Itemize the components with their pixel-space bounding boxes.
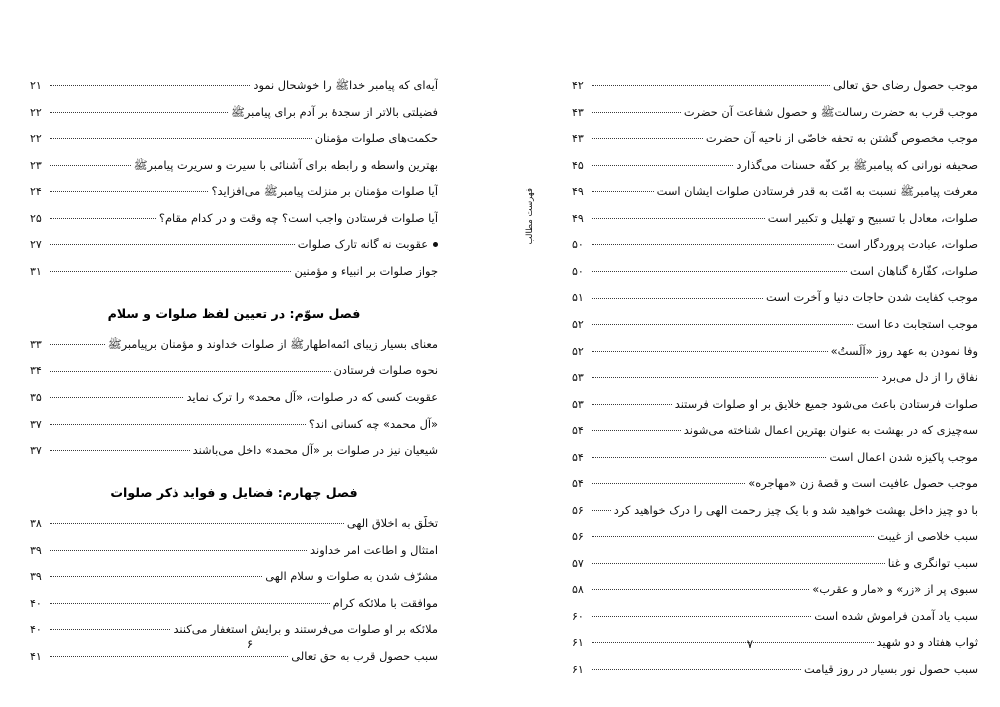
toc-entry-title: با دو چیز داخل بهشت خواهید شد و با یک چیز رحمت الهی را درک خواهید کرد: [613, 502, 978, 517]
toc-entry-page-number: ۶۰: [572, 609, 584, 623]
toc-entry-page-number: ۳۷: [30, 417, 42, 431]
toc-entry[interactable]: [30, 105, 438, 121]
toc-entry-title: صلوات، معادل با تسبیح و تهلیل و تکبیر است: [767, 210, 978, 225]
toc-entry-title: موجب قرب به حضرت رسالت‏ﷺ و حصول شفاعت آن حضرت: [683, 104, 978, 119]
toc-entry-title: حکمت‌های صلوات مؤمنان: [314, 131, 438, 146]
toc-entry[interactable]: [572, 662, 978, 678]
toc-entry-page-number: ۵۶: [572, 503, 584, 517]
toc-entry-title: صلوات، کفّارۀ گناهان است: [850, 263, 978, 278]
toc-entry[interactable]: [572, 343, 978, 359]
dot-leader: [592, 290, 763, 301]
dot-leader: [50, 443, 190, 454]
toc-entry[interactable]: [30, 337, 438, 353]
dot-leader: [592, 78, 830, 89]
dot-leader: [50, 416, 306, 427]
toc-list-right: [30, 337, 438, 459]
toc-entry-page-number: ۶۱: [572, 662, 584, 676]
toc-entry-title: سبب توانگری و غنا: [887, 555, 978, 570]
toc-entry-title: موجب کفایت شدن حاجات دنیا و آخرت است: [766, 290, 978, 305]
toc-entry-page-number: ۳۱: [30, 264, 42, 278]
toc-list-right: [30, 78, 438, 280]
toc-entry[interactable]: [572, 449, 978, 465]
toc-entry-page-number: ۲۱: [30, 79, 42, 93]
toc-entry-page-number: ۶۱: [572, 636, 584, 650]
toc-entry[interactable]: [30, 622, 438, 638]
toc-entry-page-number: ۵۶: [572, 530, 584, 544]
toc-entry-title: آیا صلوات مؤمنان بر منزلت پیامبرﷺ می‌افزاید؟: [211, 184, 438, 199]
dot-leader: [592, 556, 885, 567]
dot-leader: [592, 529, 874, 540]
dot-leader: [592, 237, 834, 248]
toc-entry-title: وفا نمودن به عهد روز «اَلَستُ»: [830, 343, 978, 358]
toc-entry-title: سبب حصول قرب به حق تعالی: [291, 648, 438, 663]
dot-leader: [50, 622, 170, 633]
toc-entry[interactable]: [30, 363, 438, 379]
dot-leader: [50, 337, 105, 348]
dot-leader: [592, 396, 672, 407]
toc-entry-page-number: ۴۲: [572, 79, 584, 93]
toc-entry[interactable]: [30, 416, 438, 432]
toc-entry-page-number: ۳۸: [30, 517, 42, 531]
toc-entry-title: آیه‌ای که پیامبر خداﷺ را خوشحال نمود: [253, 78, 438, 93]
toc-entry[interactable]: [30, 184, 438, 200]
toc-entry-page-number: ۲۴: [30, 185, 42, 199]
toc-entry-page-number: ۵۲: [572, 344, 584, 358]
dot-leader: [592, 582, 809, 593]
dot-leader: [50, 184, 208, 195]
toc-entry-page-number: ۳۵: [30, 391, 42, 404]
toc-entry-page-number: ۵۳: [572, 371, 584, 385]
toc-entry-title: صلوات فرستادن باعث می‌شود جمیع خلایق بر او صلوات فرستند: [674, 396, 978, 411]
toc-entry-page-number: ۵۲: [572, 317, 584, 331]
toc-entry-title: بهترین واسطه و رابطه برای آشنائی با سیرت و سریرت پیامبرﷺ: [133, 157, 438, 172]
toc-entry[interactable]: [30, 569, 438, 585]
toc-entry-title: سبوی پر از «زر» و «مار و عقرب»: [812, 582, 978, 597]
toc-entry-page-number: ۲۳: [30, 158, 42, 172]
toc-entry-page-number: ۳۴: [30, 364, 42, 378]
dot-leader: [50, 363, 331, 374]
toc-entry-title: صحیفه نورانی که پیامبرﷺ بر کفّه حسنات می‌گذارد: [736, 157, 978, 172]
toc-entry-page-number: ۴۰: [30, 623, 42, 637]
toc-entry-title: سبب خلاصی از غیبت: [877, 529, 978, 544]
chapter-heading: فصل چهارم: فضایل و فواید ذکر صلوات: [110, 484, 358, 500]
toc-entry[interactable]: [30, 390, 438, 406]
dot-leader: [50, 158, 131, 169]
toc-entry[interactable]: [572, 264, 978, 280]
toc-entry[interactable]: [572, 582, 978, 598]
toc-entry-page-number: ۲۲: [30, 105, 42, 119]
toc-entry-page-number: ۲۵: [30, 211, 42, 225]
dot-leader: [592, 105, 681, 116]
toc-entry-title: صلوات، عبادت پروردگار است: [836, 237, 978, 252]
toc-list-left: [572, 78, 978, 678]
toc-entry[interactable]: [30, 516, 438, 532]
dot-leader: [50, 131, 312, 142]
toc-entry-title: آیا صلوات فرستادن واجب است؟ چه وقت و در کدام مقام؟: [158, 210, 438, 225]
toc-entry[interactable]: [572, 556, 978, 572]
bullet-icon: [433, 242, 438, 247]
toc-entry-page-number: ۵۳: [572, 397, 584, 411]
dot-leader: [592, 503, 611, 514]
toc-entry[interactable]: [572, 529, 978, 545]
toc-entry-page-number: ۵۰: [572, 264, 584, 278]
toc-entry[interactable]: [572, 78, 978, 94]
toc-entry-title: ملائکه بر او صلوات می‌فرستند و برایش استغفار می‌کنند: [173, 622, 438, 637]
toc-entry-title: موجب مخصوص گشتن به تحفه خاصّی از ناحیه آن حضرت: [705, 131, 978, 146]
toc-entry-title: عقوبت کسی که در صلوات، «آل محمد» را ترک نماید: [186, 390, 438, 404]
toc-entry-page-number: ۵۴: [572, 477, 584, 491]
toc-entry-title: ثواب هفتاد و دو شهید: [876, 635, 978, 650]
dot-leader: [592, 476, 745, 487]
toc-entry-title: موجب حصول عافیت است و قصۀ زن «مهاجره»: [748, 476, 978, 491]
toc-entry[interactable]: [30, 237, 438, 253]
toc-entry-page-number: ۴۰: [30, 596, 42, 610]
toc-entry-page-number: ۵۰: [572, 238, 584, 252]
toc-entry-page-number: ۲۲: [30, 132, 42, 146]
toc-entry-page-number: ۵۴: [572, 424, 584, 438]
toc-entry[interactable]: [572, 423, 978, 439]
toc-entry-title: موافقت با ملائکه کرام: [332, 595, 438, 610]
dot-leader: [50, 211, 156, 222]
toc-entry[interactable]: [30, 78, 438, 94]
toc-entry-page-number: ۵۴: [572, 450, 584, 464]
dot-leader: [592, 317, 853, 328]
toc-entry[interactable]: [572, 476, 978, 492]
toc-entry[interactable]: [572, 503, 978, 519]
toc-entry-page-number: ۴۹: [572, 211, 584, 225]
toc-entry[interactable]: [572, 237, 978, 253]
toc-entry-title: سبب حصول نور بسیار در روز قیامت: [804, 661, 978, 676]
toc-entry-title: امتثال و اطاعت امر خداوند: [310, 542, 438, 557]
toc-entry-title: نفاق را از دل می‌برد: [881, 370, 978, 385]
dot-leader: [592, 158, 733, 169]
toc-entry[interactable]: [30, 596, 438, 612]
dot-leader: [50, 78, 250, 89]
toc-entry-title: فضیلتی بالاتر از سجدۀ بر آدم برای پیامبرﷺ: [231, 104, 438, 119]
dot-leader: [50, 237, 295, 248]
dot-leader: [50, 390, 183, 401]
toc-entry[interactable]: [572, 131, 978, 147]
toc-entry-title: معنای بسیار زیبای ائمه‌اطهارﷺ از صلوات خداوند و مؤمنان بر‌پیامبرﷺ: [107, 336, 438, 351]
toc-entry-page-number: ۳۹: [30, 543, 42, 557]
toc-entry-page-number: ۳۹: [30, 570, 42, 584]
dot-leader: [592, 264, 847, 275]
toc-entry[interactable]: [572, 290, 978, 306]
toc-entry[interactable]: [572, 211, 978, 227]
toc-entry-title: شیعیان نیز در صلوات بر «آل محمد» داخل می‌باشند: [192, 443, 438, 458]
dot-leader: [50, 105, 228, 116]
side-tab-label: فهرست مطالب: [525, 188, 535, 245]
page-number-right: ۶: [246, 637, 254, 651]
toc-entry-title: سبب یاد آمدن فراموش شده است: [814, 608, 978, 623]
toc-entry-page-number: ۴۱: [30, 649, 42, 663]
toc-entry-page-number: ۲۷: [30, 238, 42, 252]
toc-entry-page-number: ۳۳: [30, 337, 42, 351]
toc-entry[interactable]: [30, 542, 438, 558]
toc-entry[interactable]: [572, 609, 978, 625]
toc-entry-title: مشرّف شدن به صلوات و سلام الهی: [265, 569, 438, 584]
toc-entry[interactable]: [30, 443, 438, 459]
toc-entry[interactable]: [572, 184, 978, 200]
toc-entry-title: موجب حصول رضای حق تعالی: [833, 78, 978, 93]
toc-entry[interactable]: [572, 396, 978, 412]
toc-entry-page-number: ۵۱: [572, 291, 584, 305]
dot-leader: [50, 569, 262, 580]
toc-entry[interactable]: [30, 211, 438, 227]
toc-entry-page-number: ۵۷: [572, 556, 584, 570]
page-number-left: ۷: [746, 637, 754, 651]
toc-entry[interactable]: [30, 158, 438, 174]
page-left: [500, 0, 1000, 707]
toc-entry[interactable]: [30, 264, 438, 280]
toc-entry-page-number: ۴۵: [572, 158, 584, 172]
chapter-heading: فصل سوّم: در تعیین لفظ صلوات و سلام: [107, 305, 361, 321]
dot-leader: [50, 596, 330, 607]
dot-leader: [592, 370, 878, 381]
dot-leader: [592, 184, 654, 195]
dot-leader: [50, 542, 307, 553]
toc-entry-title: موجب استجابت دعا است: [856, 316, 978, 331]
dot-leader: [50, 516, 344, 527]
toc-entry-page-number: ۵۸: [572, 583, 584, 597]
dot-leader: [592, 662, 801, 673]
dot-leader: [592, 343, 828, 354]
toc-entry-title: موجب پاکیزه شدن اعمال است: [829, 449, 978, 464]
toc-entry-page-number: ۴۳: [572, 132, 584, 146]
dot-leader: [50, 264, 291, 275]
toc-entry[interactable]: [30, 131, 438, 147]
dot-leader: [592, 449, 826, 460]
toc-entry[interactable]: [572, 158, 978, 174]
dot-leader: [592, 423, 681, 434]
toc-entry-title: تخلّق به اخلاق الهی: [346, 516, 438, 531]
dot-leader: [592, 131, 703, 142]
toc-blocks-right: [30, 78, 438, 665]
toc-entry-title: «آل محمد» چه کسانی اند؟: [308, 416, 438, 431]
toc-entry-page-number: ۳۷: [30, 444, 42, 458]
toc-entry-page-number: ۴۹: [572, 185, 584, 199]
toc-entry-title: جواز صلوات بر انبیاء و مؤمنین: [294, 263, 438, 278]
toc-entry-title: سه‌چیزی که در بهشت به عنوان بهترین اعمال شناخته می‌شوند: [683, 423, 978, 438]
toc-entry-title: معرفت پیامبرﷺ نسبت به امّت به قدر فرستادن صلوات ایشان است: [656, 184, 978, 199]
toc-entry-title: عقوبت نه گانه تارک صلوات: [298, 237, 438, 252]
toc-entry[interactable]: [572, 105, 978, 121]
dot-leader: [592, 609, 811, 620]
toc-entry[interactable]: [572, 370, 978, 386]
toc-entry[interactable]: [572, 317, 978, 333]
toc-entry-title: نحوه صلوات فرستادن: [333, 363, 438, 378]
dot-leader: [592, 211, 765, 222]
toc-entry-page-number: ۴۳: [572, 105, 584, 119]
